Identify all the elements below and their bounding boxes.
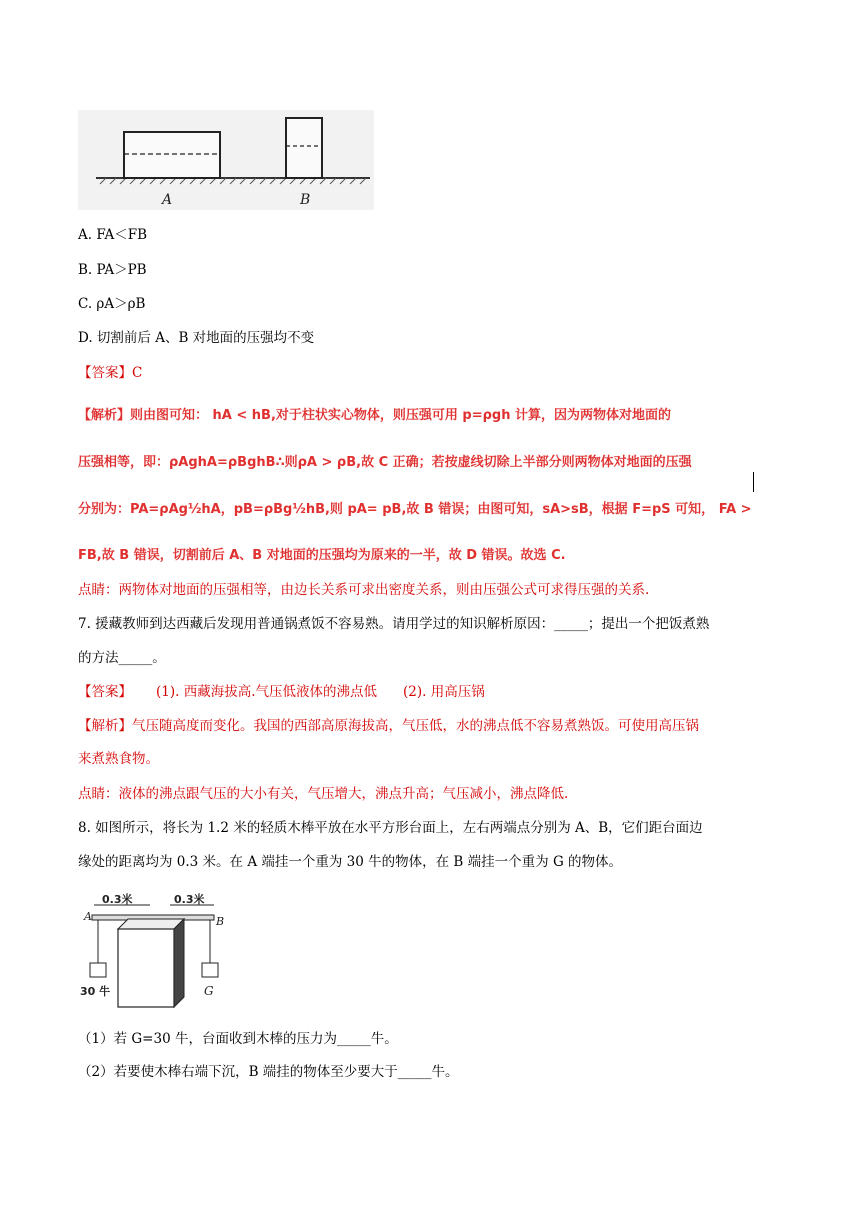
q7-answer [78,682,485,702]
q8-stem-1: 8. 如图所示，将长为 1.2 米的轻质木棒平放在水平方形台面上，左右两端点分别为 A、B，它们距台面边 [78,820,703,836]
left-dist: 0.3米 [102,893,133,906]
q7-stem-2: 的方法_____。 [78,650,166,666]
left-weight: 30 牛 [80,985,111,998]
option-a: A. FA＜FB [78,227,148,243]
end-a: A [84,910,92,923]
q8-sub-1: （1）若 G=30 牛，台面收到木棒的压力为_____牛。 [78,1031,398,1047]
option-d: D. 切割前后 A、B 对地面的压强均不变 [78,330,315,346]
right-weight: G [204,984,214,998]
analysis-line-3: 分别为：PA=ρAg½hA，pB=ρBg½hB,则 pA= pB,故 B 错误；由图可知，sA>sB，根据 F=pS 可知， FA > [78,502,752,517]
q8-stem-2: 缘处的距离均为 0.3 米。在 A 端挂一个重为 30 牛的物体，在 B 端挂一个重为 G 的物体。 [78,854,623,870]
end-b: B [216,915,225,928]
answer-1: (1). 西藏海拔高.气压低液体的沸点低 [156,684,377,700]
option-c: C. ρA＞ρB [78,296,146,312]
text-cursor [753,472,754,492]
right-dist: 0.3米 [174,893,205,906]
analysis-line-1: 【解析】则由图可知： hA < hB,对于柱状实心物体，则压强可用 p=ρgh 计算，因为两物体对地面的 [78,408,672,423]
answer-value: C [132,365,143,381]
q7-tip: 点睛：液体的沸点跟气压的大小有关，气压增大，沸点升高；气压减小，沸点降低. [78,786,569,802]
option-b: B. PA＞PB [78,262,147,278]
label-b: B [300,192,311,208]
answer-tag: 【答案】 [78,684,132,700]
q8-sub-2: （2）若要使木棒右端下沉，B 端挂的物体至少要大于_____牛。 [78,1064,459,1080]
q7-analysis-2: 来煮熟食物。 [78,751,159,767]
analysis-tag: 【解析】 [78,718,132,734]
q6-answer [78,363,142,383]
q6-tip: 点睛：两物体对地面的压强相等，由边长关系可求出密度关系，则由压强公式可求得压强的关系. [78,582,650,598]
answer-2: (2). 用高压锅 [403,684,485,700]
lever-figure [78,893,228,1021]
analysis-line-2: 压强相等，即：ρAghA=ρBghB∴则ρA > ρB,故 C 正确；若按虚线切除上半部分则两物体对地面的压强 [78,455,692,470]
blocks-figure [78,110,374,210]
q7-stem-1: 7. 援藏教师到达西藏后发现用普通锅煮饭不容易熟。请用学过的知识解析原因：_____；提出一个把饭煮熟 [78,616,710,632]
label-a: A [162,192,173,208]
answer-tag: 【答案】 [78,365,132,381]
analysis-line-4: FB,故 B 错误，切割前后 A、B 对地面的压强均为原来的一半，故 D 错误。故选 C. [78,548,566,563]
q7-analysis-1 [78,716,699,736]
analysis-image [78,398,754,561]
analysis-text-1: 气压随高度而变化。我国的西部高原海拔高，气压低，水的沸点低不容易煮熟饭。可使用高压锅 [132,718,699,734]
